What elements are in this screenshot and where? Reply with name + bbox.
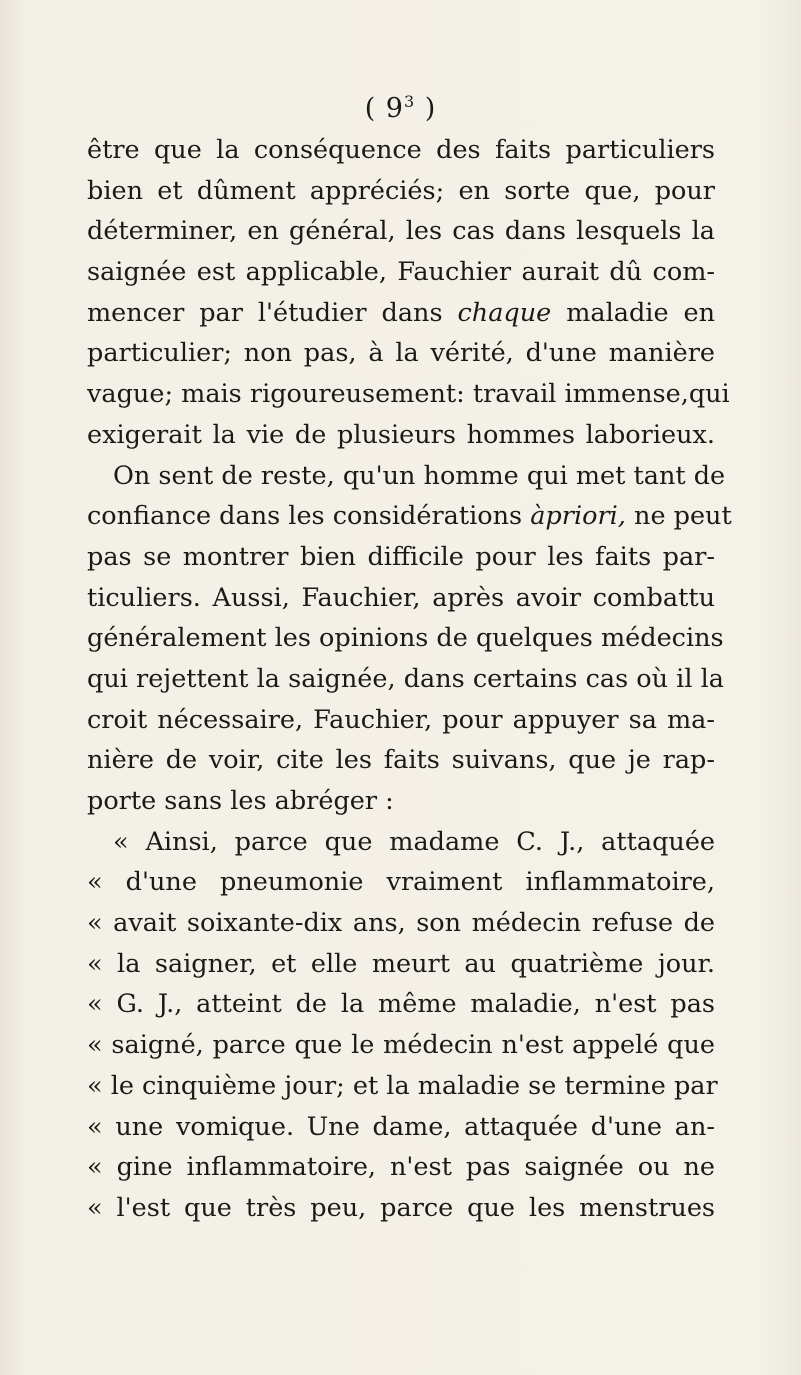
- text-line-20: « avait soixante-dix ans, son médecin refuse de: [87, 908, 715, 939]
- text-line-9: On sent de reste, qu'un homme qui met tant de: [113, 460, 726, 491]
- text-line-3: déterminer, en général, les cas dans lesquels la: [87, 216, 715, 247]
- text-line-17: porte sans les abréger :: [87, 786, 394, 816]
- text-line-13: généralement les opinions de quelques médecins: [87, 623, 724, 654]
- text-line-23: « saigné, parce que le médecin n'est appelé que: [87, 1030, 715, 1061]
- text-line-5: mencer par l'étudier dans chaque maladie en: [87, 297, 715, 328]
- page-number: ( $9^3$ ): [364, 92, 437, 124]
- body-text: [87, 130, 732, 1229]
- text-line-27: « l'est que très peu, parce que les menstrues: [87, 1192, 715, 1223]
- text-line-15: croit nécessaire, Fauchier, pour appuyer sa ma-: [87, 704, 715, 735]
- text-line-8: exigerait la vie de plusieurs hommes laborieux.: [87, 419, 715, 450]
- text-line-11: pas se montrer bien difficile pour les faits par-: [87, 541, 715, 572]
- text-line-19: « d'une pneumonie vraiment inflammatoire,: [87, 867, 715, 898]
- text-line-1: être que la conséquence des faits particuliers: [87, 135, 715, 165]
- text-line-10: confiance dans les considérations àpriori, ne peut: [87, 501, 732, 532]
- text-line-2: bien et dûment appréciés; en sorte que, pour: [87, 175, 715, 206]
- text-line-4: saignée est applicable, Fauchier aurait dû com-: [87, 257, 715, 288]
- text-line-26: « gine inflammatoire, n'est pas saignée ou ne: [87, 1152, 715, 1183]
- text-line-24: « le cinquième jour; et la maladie se termine par: [87, 1070, 718, 1101]
- text-line-18: « Ainsi, parce que madame C. J., attaquée: [113, 826, 715, 857]
- text-line-16: nière de voir, cite les faits suivans, que je rap-: [87, 745, 715, 776]
- text-line-25: « une vomique. Une dame, attaquée d'une an-: [87, 1111, 715, 1142]
- text-line-12: ticuliers. Aussi, Fauchier, après avoir combattu: [87, 582, 715, 613]
- text-line-14: qui rejettent la saignée, dans certains cas où il la: [87, 663, 724, 694]
- text-line-22: « G. J., atteint de la même maladie, n'est pas: [87, 989, 715, 1020]
- text-line-7: vague; mais rigoureusement: travail immense,qui: [87, 379, 730, 410]
- text-line-21: « la saigner, et elle meurt au quatrième jour.: [87, 948, 715, 979]
- text-line-6: particulier; non pas, à la vérité, d'une manière: [87, 338, 715, 369]
